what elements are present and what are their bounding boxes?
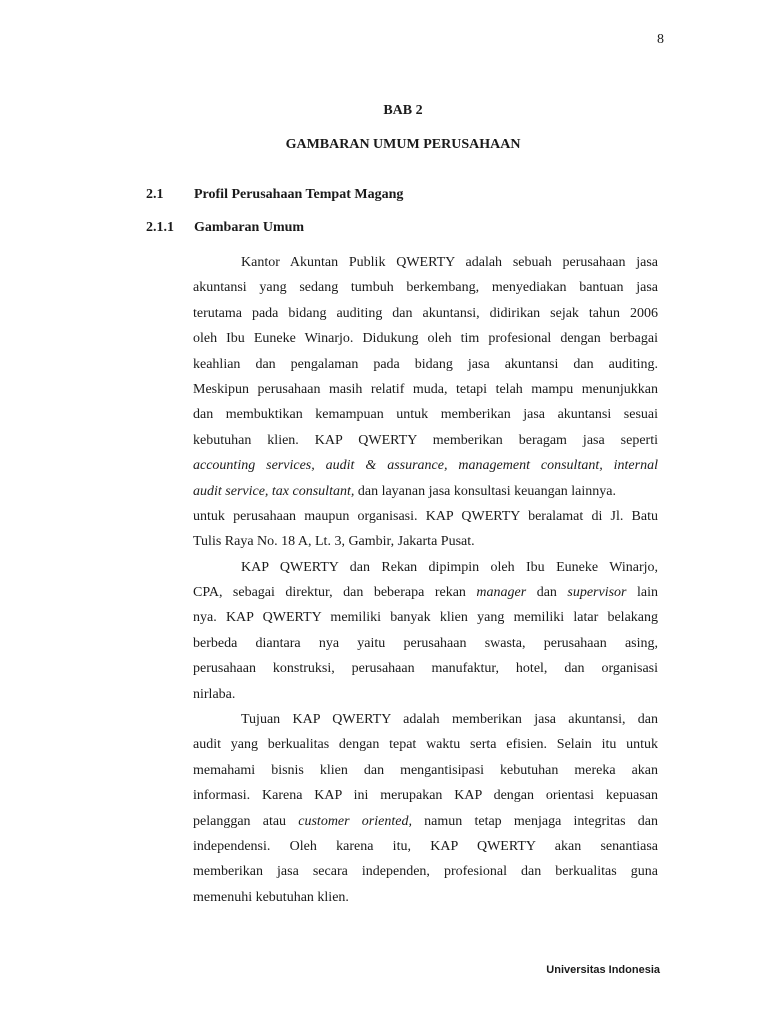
italic-text: customer oriented,	[298, 813, 412, 829]
italic-text: manager	[476, 585, 527, 601]
text-line: dan membuktikan kemampuan untuk memberikan jasa akuntansi sesuai	[193, 407, 658, 423]
text-line: memenuhi kebutuhan klien.	[193, 889, 349, 905]
text-line: perusahaan konstruksi, perusahaan manufaktur, hotel, dan organisasi	[193, 661, 658, 677]
subsection-title: Gambaran Umum	[194, 220, 305, 235]
paragraph	[193, 250, 658, 555]
text-span: pelanggan atau	[193, 813, 287, 829]
chapter-subtitle: GAMBARAN UMUM PERUSAHAAN	[285, 137, 521, 152]
section-heading	[146, 187, 403, 203]
text-line: untuk perusahaan maupun organisasi. KAP QWERTY beralamat di Jl. Batu	[193, 508, 658, 524]
paragraph	[193, 707, 658, 910]
text-line: Kantor Akuntan Publik QWERTY adalah sebuah perusahaan jasa	[241, 255, 658, 270]
text-line: akuntansi yang sedang tumbuh berkembang, menyediakan bantuan jasa	[193, 280, 658, 296]
text-line	[193, 479, 658, 504]
text-line	[193, 453, 658, 478]
text-line: audit yang berkualitas dengan tepat waktu serta efisien. Selain itu untuk	[193, 737, 658, 753]
text-line: independensi. Oleh karena itu, KAP QWERTY akan senantiasa	[193, 838, 658, 854]
text-line: informasi. Karena KAP ini merupakan KAP dengan orientasi kepuasan	[193, 788, 658, 804]
italic-text: supervisor	[567, 585, 627, 601]
text-span: namun tetap menjaga integritas dan	[424, 813, 659, 829]
text-span: lain	[637, 585, 658, 601]
text-line: keahlian dan pengalaman pada bidang jasa akuntansi dan auditing.	[193, 356, 658, 372]
paragraph	[193, 555, 658, 707]
subsection-heading	[146, 220, 304, 236]
subsection-number: 2.1.1	[146, 220, 174, 235]
section-title: Profil Perusahaan Tempat Magang	[194, 187, 404, 202]
section-number: 2.1	[146, 187, 164, 202]
text-span: CPA, sebagai direktur, dan beberapa rekan	[193, 585, 466, 601]
page-number: 8	[657, 32, 664, 47]
text-line: kebutuhan klien. KAP QWERTY memberikan beragam jasa seperti	[193, 432, 658, 448]
text-line: KAP QWERTY dan Rekan dipimpin oleh Ibu Euneke Winarjo,	[241, 559, 658, 575]
text-line: nya. KAP QWERTY memiliki banyak klien yang memiliki latar belakang	[193, 610, 658, 626]
text-line: Meskipun perusahaan masih relatif muda, tetapi telah mampu menunjukkan	[193, 381, 658, 397]
text-line: Tujuan KAP QWERTY adalah memberikan jasa akuntansi, dan	[241, 712, 658, 728]
text-line: memahami bisnis klien dan mengantisipasi kebutuhan mereka akan	[193, 762, 658, 778]
text-line: nirlaba.	[193, 686, 236, 702]
text-line	[193, 580, 658, 605]
text-span: dan	[536, 585, 557, 601]
text-line	[193, 809, 658, 834]
text-line: berbeda diantara nya yaitu perusahaan swasta, perusahaan asing,	[193, 635, 658, 651]
footer-institution: Universitas Indonesia	[546, 964, 660, 976]
body-text	[193, 250, 658, 910]
text-line: terutama pada bidang auditing dan akuntansi, didirikan sejak tahun 2006	[193, 305, 658, 321]
italic-text: audit service, tax consultant,	[193, 483, 355, 499]
text-line: oleh Ibu Euneke Winarjo. Didukung oleh tim profesional dengan berbagai	[193, 331, 658, 347]
text-line: memberikan jasa secara independen, profesional dan berkualitas guna	[193, 864, 658, 880]
text-span: dan layanan jasa konsultasi keuangan lainnya.	[357, 483, 616, 499]
italic-text: accounting services, audit & assurance, management consultant, internal	[193, 458, 658, 474]
chapter-title: BAB 2	[383, 103, 423, 118]
text-line: Tulis Raya No. 18 A, Lt. 3, Gambir, Jakarta Pusat.	[193, 534, 475, 550]
